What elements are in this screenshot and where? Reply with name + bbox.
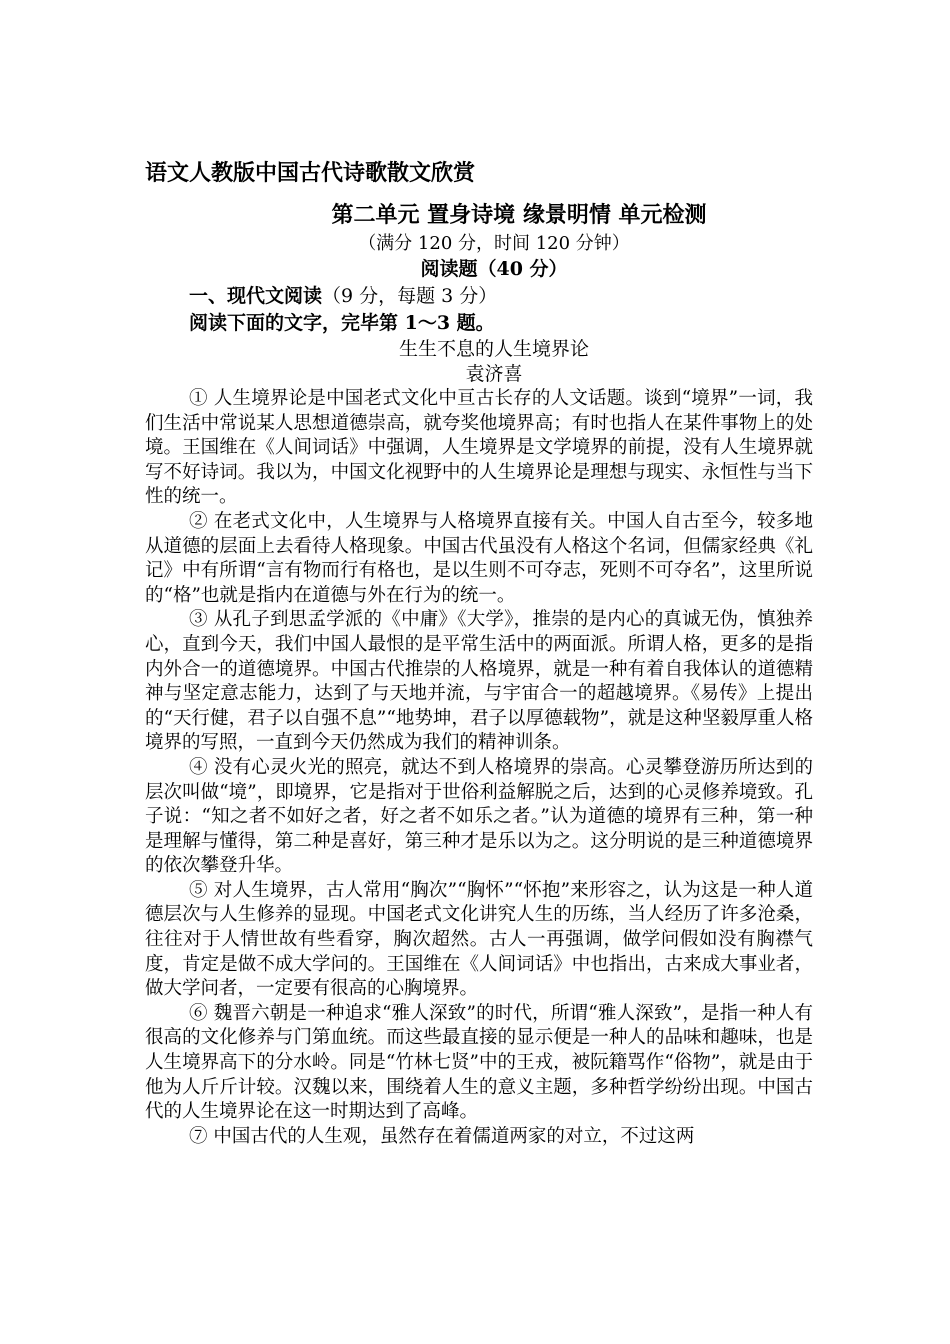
article-paragraph-6: ⑥ 魏晋六朝是一种追求“雅人深致”的时代，所谓“雅人深致”，是指一种人有很高的文化修养与门第血统。而这些最直接的显示便是一种人的品味和趣味，也是人生境界高下的分水岭。同是“竹林七贤”中的王戎，被阮籍骂作“俗物”，就是由于他为人斤斤计较。汉魏以来，围绕着人生的意义主题，多种哲学纷纷出现。中国古代的人生境界论在这一时期达到了高峰。 — [145, 1002, 813, 1123]
document-title: 语文人教版中国古代诗歌散文欣赏 — [145, 160, 476, 186]
unit-title: 第二单元 置身诗境 缘景明情 单元检测 — [331, 202, 707, 228]
article-paragraph-1: ① 人生境界论是中国老式文化中亘古长存的人文话题。谈到“境界”一词，我们生活中常说某人思想道德崇高，就夸奖他境界高；有时也指人在某件事物上的处境。王国维在《人间词话》中强调，人生境界是文学境界的前提，没有人生境界就写不好诗词。我以为，中国文化视野中的人生境界论是理想与现实、永恒性与当下性的统一。 — [145, 388, 813, 508]
question-instruction: 阅读下面的文字，完毕第 1～3 题。 — [189, 312, 495, 334]
article-paragraph-2: ② 在老式文化中，人生境界与人格境界直接有关。中国人自古至今，较多地从道德的层面上去看待人格现象。中国古代虽没有人格这个名词，但儒家经典《礼记》中有所谓“言有物而行有格也，是以生则不可夺志，死则不可夺名”，这里所说的“格”也就是指内在道德与外在行为的统一。 — [145, 510, 813, 606]
question-points: （9 分，每题 3 分） — [322, 285, 498, 307]
article-paragraph-4: ④ 没有心灵火光的照亮，就达不到人格境界的崇高。心灵攀登游历所达到的层次叫做“境”，即境界，它是指对于世俗利益解脱之后，达到的心灵修养境致。孔子说：“知之者不如好之者，好之者不如乐之者。”认为道德的境界有三种，第一种是理解与懂得，第二种是喜好，第三种才是乐以为之。这分明说的是三种道德境界的依次攀登升华。 — [145, 756, 813, 877]
article-author: 袁济喜 — [465, 363, 523, 385]
document-page — [145, 155, 813, 1149]
article-paragraph-7: ⑦ 中国古代的人生观，虽然存在着儒道两家的对立，不过这两 — [189, 1125, 695, 1147]
article-title: 生生不息的人生境界论 — [398, 338, 589, 360]
article-paragraph-5: ⑤ 对人生境界，古人常用“胸次”“胸怀”“怀抱”来形容之，认为这是一种人道德层次与人生修养的显现。中国老式文化讲究人生的历练，当人经历了许多沧桑，往往对于人情世故有些看穿，胸次超然。古人一再强调，做学问假如没有胸襟气度，肯定是做不成大学问的。王国维在《人间词话》中也指出，古来成大事业者，做大学问者，一定要有很高的心胸境界。 — [145, 879, 813, 1000]
score-info: （满分 120 分，时间 120 分钟） — [358, 233, 630, 254]
article-paragraph-3: ③ 从孔子到思孟学派的《中庸》《大学》，推崇的是内心的真诚无伪，慎独养心，直到今天，我们中国人最恨的是平常生活中的两面派。所谓人格，更多的是指内外合一的道德境界。中国古代推崇的人格境界，就是一种有着自我体认的道德精神与坚定意志能力，达到了与天地并流，与宇宙合一的超越境界。《易传》上提出的“天行健，君子以自强不息”“地势坤，君子以厚德载物”，就是这种坚毅厚重人格境界的写照，一直到今天仍然成为我们的精神训条。 — [145, 609, 813, 754]
question-label: 一、现代文阅读 — [189, 285, 323, 307]
question-heading — [189, 283, 813, 310]
section-title: 阅读题（40 分） — [420, 258, 568, 280]
